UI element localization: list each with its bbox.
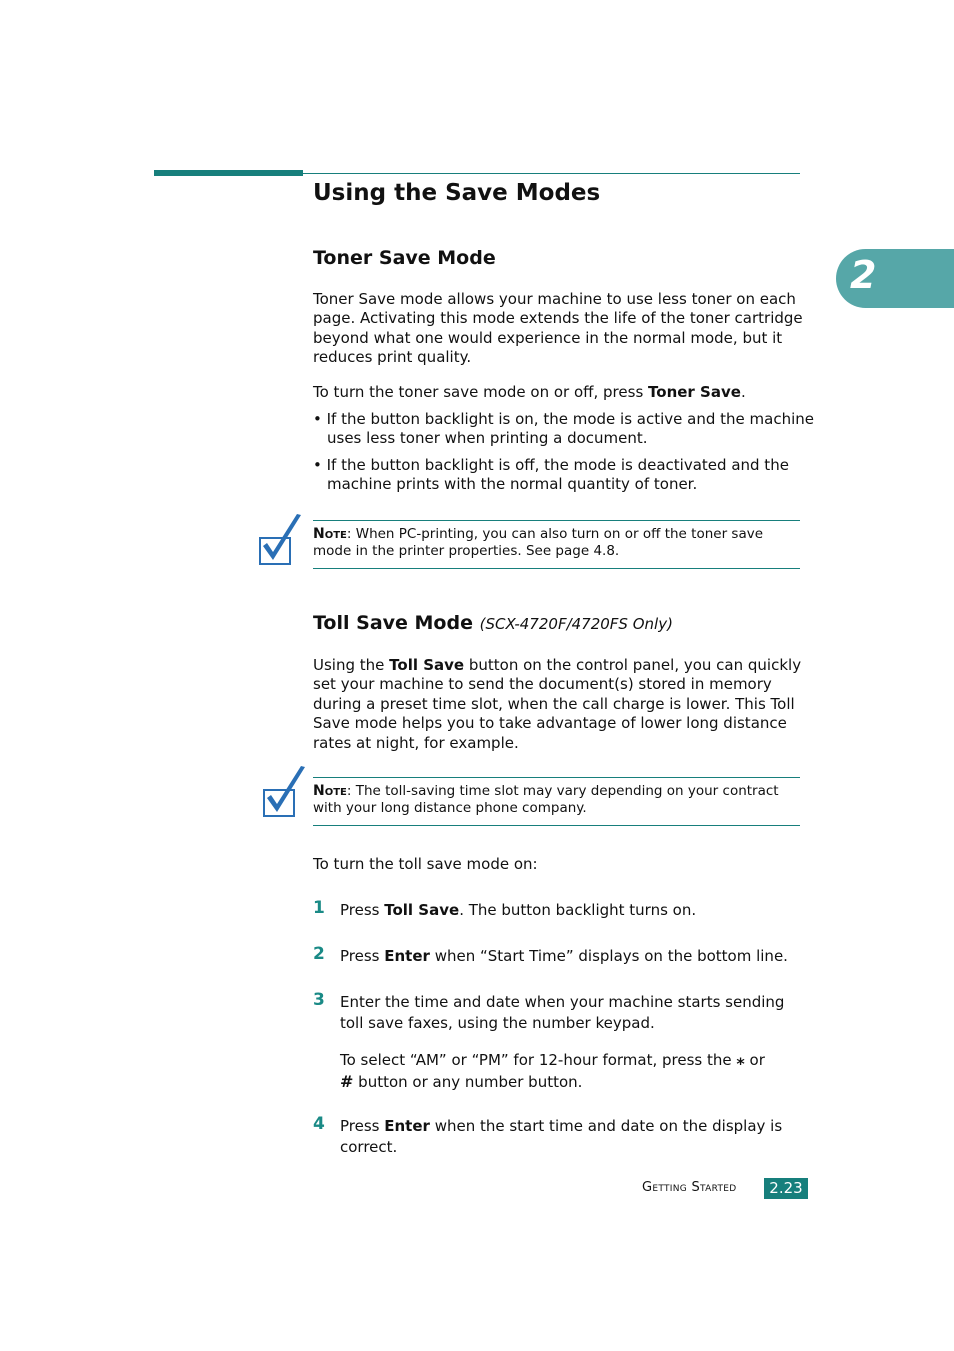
step-text: Enter the time and date when your machine starts sending toll save faxes, using the number keypad. [340, 993, 785, 1032]
star-key-icon: ⁎ [736, 1050, 745, 1069]
toner-note [313, 520, 800, 569]
note-label: Note [313, 526, 347, 542]
toner-save-key: Toner Save [648, 383, 741, 401]
chapter-number: 2 [850, 253, 877, 297]
header-rule-thick [154, 170, 303, 176]
steps-intro: To turn the toll save mode on: [313, 855, 538, 873]
model-note: (SCX-4720F/4720FS Only) [479, 615, 673, 633]
note-text: : When PC-printing, you can also turn on or off the toner save mode in the printer properties. See page 4.8. [313, 526, 764, 559]
toll-save-key: Toll Save [389, 656, 465, 674]
step-number: 3 [313, 990, 325, 1010]
checkmark-note-icon [257, 512, 305, 568]
step-number: 4 [313, 1114, 325, 1134]
toner-intro: Toner Save mode allows your machine to use less toner on each page. Activating this mode extends the life of the toner cartridge beyond what one would experience in the normal mode, but it reduces print quality. [313, 290, 803, 367]
page-number: 2.23 [764, 1178, 808, 1199]
step-text: Press Enter when the start time and date on the display is correct. [340, 1117, 783, 1156]
page-title: Using the Save Modes [313, 180, 601, 206]
toll-intro: Using the Toll Save button on the control panel, you can quickly set your machine to send the document(s) stored in memory during a preset time slot, when the call charge is lower. This Toll Save mode helps you to take advantage of lower long distance rates at night, for example. [313, 656, 802, 752]
step-text: Press Toll Save. The button backlight turns on. [340, 901, 697, 919]
step-text: Press Enter when “Start Time” displays on the bottom line. [340, 947, 788, 965]
header-rule-thin [303, 173, 800, 174]
chapter-tab [836, 249, 954, 308]
toner-save-heading: Toner Save Mode [313, 247, 496, 269]
hash-key-icon: # [340, 1072, 354, 1091]
toner-bullet-off: • If the button backlight is off, the mode is deactivated and the machine prints with the normal quantity of toner. [313, 456, 789, 494]
note-text: : The toll-saving time slot may vary depending on your contract with your long distance phone company. [313, 783, 779, 816]
toner-bullet-on: • If the button backlight is on, the mode is active and the machine uses less toner when printing a document. [313, 410, 814, 448]
footer-section-label: Getting Started [642, 1180, 737, 1195]
step-3-subnote: To select “AM” or “PM” for 12-hour format, press the ⁎ or # button or any number button. [340, 1050, 765, 1091]
toll-save-heading: Toll Save Mode (SCX-4720F/4720FS Only) [313, 612, 673, 634]
toner-instruction: To turn the toner save mode on or off, press Toner Save. [313, 383, 746, 401]
step-number: 1 [313, 898, 325, 918]
note-label: Note [313, 783, 347, 799]
toll-note [313, 777, 800, 826]
step-number: 2 [313, 944, 325, 964]
checkmark-note-icon [261, 764, 309, 820]
